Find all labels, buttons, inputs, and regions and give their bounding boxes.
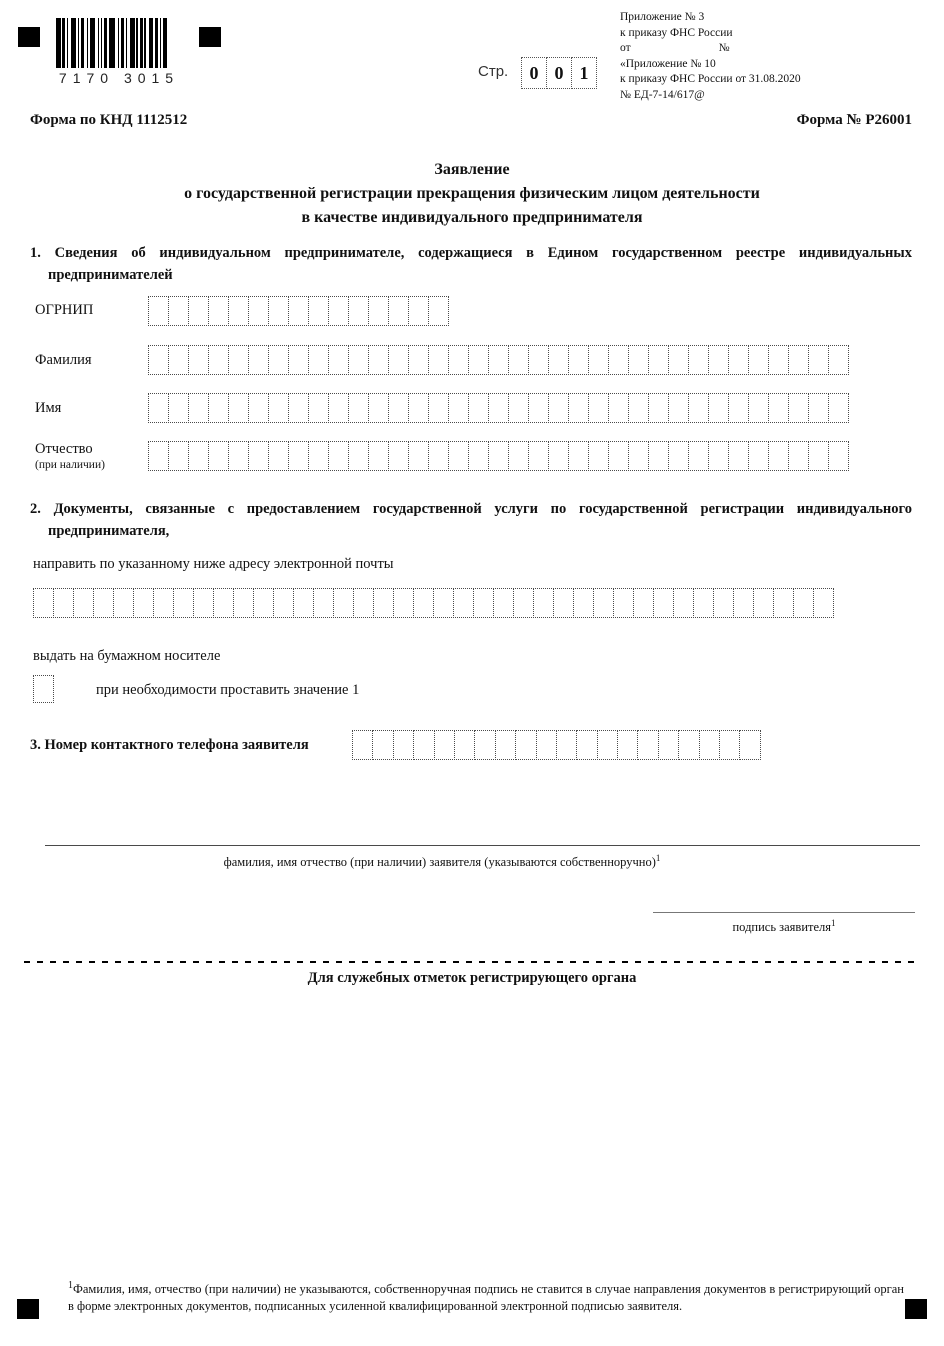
char-cell[interactable] — [428, 345, 449, 375]
footnote-ref: 1 — [655, 852, 661, 863]
char-cell[interactable] — [693, 588, 714, 618]
char-cell[interactable] — [748, 393, 769, 423]
char-cell[interactable] — [568, 345, 589, 375]
char-cell[interactable] — [313, 588, 334, 618]
barcode-icon — [56, 18, 182, 68]
char-cell[interactable] — [73, 588, 94, 618]
char-cell[interactable] — [148, 296, 169, 326]
char-cell[interactable] — [808, 441, 829, 471]
char-cell[interactable] — [495, 730, 516, 760]
char-cell[interactable] — [768, 393, 789, 423]
char-cell[interactable] — [153, 588, 174, 618]
char-cell[interactable] — [699, 730, 720, 760]
signature-caption-text: подпись заявителя — [732, 920, 832, 934]
char-cell[interactable] — [288, 393, 309, 423]
registration-mark-top-inner — [199, 27, 221, 47]
char-cell[interactable] — [273, 588, 294, 618]
char-cell[interactable] — [393, 588, 414, 618]
char-cell[interactable] — [388, 393, 409, 423]
appendix-line: «Приложение № 10 — [620, 57, 716, 70]
char-cell[interactable] — [208, 296, 229, 326]
char-cell[interactable] — [688, 393, 709, 423]
form-title — [0, 158, 944, 230]
barcode-gap — [167, 18, 170, 68]
char-cell[interactable] — [93, 588, 114, 618]
appendix-number-label: № — [718, 42, 730, 54]
char-cell[interactable] — [808, 345, 829, 375]
char-cell[interactable] — [608, 441, 629, 471]
char-cell[interactable] — [188, 345, 209, 375]
char-cell[interactable] — [488, 441, 509, 471]
char-cell[interactable] — [608, 345, 629, 375]
char-cell[interactable] — [388, 345, 409, 375]
char-cell[interactable] — [788, 441, 809, 471]
char-cell[interactable] — [573, 588, 594, 618]
char-cell[interactable] — [368, 296, 389, 326]
char-cell[interactable] — [708, 441, 729, 471]
form-title-line2: о государственной регистрации прекращения физическим лицом деятельности — [184, 185, 760, 202]
char-cell[interactable] — [493, 588, 514, 618]
barcode-number: 7170 3015 — [58, 70, 180, 86]
char-cell[interactable] — [173, 588, 194, 618]
char-cell[interactable] — [168, 393, 189, 423]
char-cell[interactable] — [468, 345, 489, 375]
char-cell[interactable] — [133, 588, 154, 618]
form-title-line3: в качестве индивидуального предпринимателя — [301, 209, 643, 226]
firstname-label: Имя — [35, 400, 62, 416]
registration-mark-bottom-right — [905, 1299, 927, 1319]
appendix-line: Приложение № 3 — [620, 11, 705, 23]
page-digit-cell: 0 — [546, 57, 572, 89]
phone-input[interactable] — [352, 730, 761, 760]
char-cell[interactable] — [658, 730, 679, 760]
char-cell[interactable] — [413, 588, 434, 618]
form-code-label: Форма № Р26001 — [796, 112, 912, 128]
patronymic-label: Отчество — [35, 441, 93, 457]
char-cell[interactable] — [673, 588, 694, 618]
char-cell[interactable] — [168, 296, 189, 326]
char-cell[interactable] — [653, 588, 674, 618]
surname-input[interactable] — [148, 345, 849, 375]
char-cell[interactable] — [548, 441, 569, 471]
char-cell[interactable] — [628, 393, 649, 423]
tear-off-dashed-line — [24, 961, 920, 963]
char-cell[interactable] — [473, 588, 494, 618]
patronymic-input[interactable] — [148, 441, 849, 471]
char-cell[interactable] — [328, 393, 349, 423]
char-cell[interactable] — [268, 345, 289, 375]
char-cell[interactable] — [828, 345, 849, 375]
char-cell[interactable] — [213, 588, 234, 618]
char-cell[interactable] — [288, 345, 309, 375]
appendix-line: № ЕД-7-14/617@ — [620, 88, 705, 101]
form-knd-label: Форма по КНД 1112512 — [30, 112, 188, 128]
char-cell[interactable] — [808, 393, 829, 423]
char-cell[interactable] — [454, 730, 475, 760]
char-cell[interactable] — [633, 588, 654, 618]
char-cell[interactable] — [308, 393, 329, 423]
char-cell[interactable] — [228, 296, 249, 326]
char-cell[interactable] — [248, 441, 269, 471]
char-cell[interactable] — [613, 588, 634, 618]
char-cell[interactable] — [648, 441, 669, 471]
char-cell[interactable] — [208, 345, 229, 375]
char-cell[interactable] — [528, 441, 549, 471]
char-cell[interactable] — [368, 393, 389, 423]
char-cell[interactable] — [448, 393, 469, 423]
char-cell[interactable] — [733, 588, 754, 618]
char-cell[interactable] — [828, 441, 849, 471]
footnote — [68, 1281, 904, 1314]
char-cell[interactable] — [428, 393, 449, 423]
appendix-from-line — [620, 41, 920, 57]
char-cell[interactable] — [593, 588, 614, 618]
char-cell[interactable] — [728, 345, 749, 375]
char-cell[interactable] — [688, 441, 709, 471]
char-cell[interactable] — [488, 345, 509, 375]
char-cell[interactable] — [372, 730, 393, 760]
char-cell[interactable] — [536, 730, 557, 760]
surname-label: Фамилия — [35, 352, 92, 368]
char-cell[interactable] — [348, 393, 369, 423]
char-cell[interactable] — [513, 588, 534, 618]
char-cell[interactable] — [188, 441, 209, 471]
char-cell[interactable] — [353, 588, 374, 618]
char-cell[interactable] — [668, 345, 689, 375]
applicant-name-caption — [0, 852, 884, 870]
char-cell[interactable] — [556, 730, 577, 760]
char-cell[interactable] — [568, 393, 589, 423]
char-cell[interactable] — [248, 393, 269, 423]
signature-caption — [653, 917, 915, 935]
char-cell[interactable] — [228, 345, 249, 375]
char-cell[interactable] — [228, 441, 249, 471]
char-cell[interactable] — [568, 441, 589, 471]
applicant-name-caption-text: фамилия, имя отчество (при наличии) заявителя (указываются собственноручно) — [223, 855, 656, 869]
char-cell[interactable] — [713, 588, 734, 618]
char-cell[interactable] — [768, 441, 789, 471]
checkbox-hint: при необходимости проставить значение 1 — [96, 682, 360, 698]
registration-mark-top-left — [18, 27, 40, 47]
char-cell[interactable] — [553, 588, 574, 618]
char-cell[interactable] — [728, 393, 749, 423]
char-cell[interactable] — [408, 296, 429, 326]
char-cell[interactable] — [468, 441, 489, 471]
char-cell[interactable] — [33, 588, 54, 618]
char-cell[interactable] — [515, 730, 536, 760]
char-cell[interactable] — [488, 393, 509, 423]
char-cell[interactable] — [688, 345, 709, 375]
page-digit-cell: 1 — [571, 57, 597, 89]
char-cell[interactable] — [548, 345, 569, 375]
char-cell[interactable] — [753, 588, 774, 618]
paper-option-checkbox[interactable] — [33, 675, 54, 703]
char-cell[interactable] — [333, 588, 354, 618]
char-cell[interactable] — [748, 441, 769, 471]
char-cell[interactable] — [413, 730, 434, 760]
char-cell[interactable] — [308, 441, 329, 471]
char-cell[interactable] — [793, 588, 814, 618]
char-cell[interactable] — [748, 345, 769, 375]
char-cell[interactable] — [668, 393, 689, 423]
char-cell[interactable] — [348, 345, 369, 375]
char-cell[interactable] — [768, 345, 789, 375]
appendix-from-label: от — [620, 42, 631, 54]
char-cell[interactable] — [288, 296, 309, 326]
char-cell[interactable] — [628, 345, 649, 375]
char-cell[interactable] — [508, 393, 529, 423]
char-cell[interactable] — [448, 441, 469, 471]
footnote-ref: 1 — [831, 917, 836, 928]
page-number-label: Стр. — [478, 63, 509, 80]
char-cell[interactable] — [576, 730, 597, 760]
patronymic-note: (при наличии) — [35, 459, 105, 471]
char-cell[interactable] — [373, 588, 394, 618]
service-marks-heading: Для служебных отметок регистрирующего органа — [307, 970, 637, 986]
char-cell[interactable] — [168, 345, 189, 375]
char-cell[interactable] — [348, 296, 369, 326]
char-cell[interactable] — [728, 441, 749, 471]
char-cell[interactable] — [148, 393, 169, 423]
char-cell[interactable] — [617, 730, 638, 760]
page-number-cells — [521, 57, 597, 89]
char-cell[interactable] — [428, 441, 449, 471]
registration-mark-bottom-left — [17, 1299, 39, 1319]
char-cell[interactable] — [773, 588, 794, 618]
char-cell[interactable] — [548, 393, 569, 423]
char-cell[interactable] — [528, 393, 549, 423]
email-option-label: направить по указанному ниже адресу электронной почты — [33, 556, 394, 572]
char-cell[interactable] — [268, 441, 289, 471]
char-cell[interactable] — [708, 345, 729, 375]
ogrnip-input[interactable] — [148, 296, 449, 326]
paper-option-label: выдать на бумажном носителе — [33, 648, 221, 664]
char-cell[interactable] — [268, 296, 289, 326]
char-cell[interactable] — [668, 441, 689, 471]
footnote-text: Фамилия, имя, отчество (при наличии) не указываются, собственноручная подпись не ставится в случае направления документов в регистрирующий орган в форме электронных документов, подписанных усиленной квалифицированной электронной подписью заявителя. — [68, 1282, 904, 1313]
char-cell[interactable] — [428, 296, 449, 326]
firstname-input[interactable] — [148, 393, 849, 423]
char-cell[interactable] — [53, 588, 74, 618]
section2-heading: 2. Документы, связанные с предоставлением государственной услуги по государственной регистрации индивидуального предпринимателя, — [30, 501, 912, 539]
char-cell[interactable] — [434, 730, 455, 760]
char-cell[interactable] — [628, 441, 649, 471]
char-cell[interactable] — [208, 393, 229, 423]
char-cell[interactable] — [368, 441, 389, 471]
char-cell[interactable] — [148, 345, 169, 375]
ogrnip-label: ОГРНИП — [35, 302, 94, 318]
char-cell[interactable] — [228, 393, 249, 423]
char-cell[interactable] — [474, 730, 495, 760]
char-cell[interactable] — [408, 441, 429, 471]
appendix-reference-block — [620, 10, 920, 103]
form-barcode — [56, 18, 182, 86]
char-cell[interactable] — [533, 588, 554, 618]
char-cell[interactable] — [828, 393, 849, 423]
char-cell[interactable] — [588, 345, 609, 375]
char-cell[interactable] — [388, 296, 409, 326]
char-cell[interactable] — [268, 393, 289, 423]
form-title-line1: Заявление — [434, 161, 510, 178]
char-cell[interactable] — [708, 393, 729, 423]
char-cell[interactable] — [408, 345, 429, 375]
char-cell[interactable] — [308, 345, 329, 375]
char-cell[interactable] — [788, 345, 809, 375]
char-cell[interactable] — [193, 588, 214, 618]
appendix-line: к приказу ФНС России — [620, 26, 733, 39]
page-digit-cell: 0 — [521, 57, 547, 89]
char-cell[interactable] — [233, 588, 254, 618]
char-cell[interactable] — [308, 296, 329, 326]
char-cell[interactable] — [348, 441, 369, 471]
char-cell[interactable] — [208, 441, 229, 471]
char-cell[interactable] — [288, 441, 309, 471]
char-cell[interactable] — [448, 345, 469, 375]
char-cell[interactable] — [508, 345, 529, 375]
char-cell[interactable] — [528, 345, 549, 375]
char-cell[interactable] — [393, 730, 414, 760]
signature-line[interactable] — [653, 912, 915, 913]
char-cell[interactable] — [468, 393, 489, 423]
char-cell[interactable] — [648, 393, 669, 423]
char-cell[interactable] — [433, 588, 454, 618]
char-cell[interactable] — [113, 588, 134, 618]
char-cell[interactable] — [328, 441, 349, 471]
char-cell[interactable] — [368, 345, 389, 375]
char-cell[interactable] — [453, 588, 474, 618]
char-cell[interactable] — [388, 441, 409, 471]
char-cell[interactable] — [328, 296, 349, 326]
char-cell[interactable] — [788, 393, 809, 423]
char-cell[interactable] — [637, 730, 658, 760]
char-cell[interactable] — [352, 730, 373, 760]
char-cell[interactable] — [597, 730, 618, 760]
footnote-number: 1 — [68, 1279, 73, 1291]
section1-heading: 1. Сведения об индивидуальном предпринимателе, содержащиеся в Едином государственном реестре индивидуальных предпринимателей — [30, 245, 912, 283]
email-input[interactable] — [33, 588, 834, 618]
char-cell[interactable] — [328, 345, 349, 375]
char-cell[interactable] — [678, 730, 699, 760]
char-cell[interactable] — [168, 441, 189, 471]
char-cell[interactable] — [188, 393, 209, 423]
char-cell[interactable] — [719, 730, 740, 760]
char-cell[interactable] — [508, 441, 529, 471]
char-cell[interactable] — [253, 588, 274, 618]
char-cell[interactable] — [588, 441, 609, 471]
appendix-line: к приказу ФНС России от 31.08.2020 — [620, 73, 801, 85]
char-cell[interactable] — [188, 296, 209, 326]
char-cell[interactable] — [648, 345, 669, 375]
char-cell[interactable] — [588, 393, 609, 423]
char-cell[interactable] — [148, 441, 169, 471]
char-cell[interactable] — [408, 393, 429, 423]
char-cell[interactable] — [293, 588, 314, 618]
char-cell[interactable] — [248, 296, 269, 326]
char-cell[interactable] — [813, 588, 834, 618]
section3-heading: 3. Номер контактного телефона заявителя — [30, 737, 309, 753]
char-cell[interactable] — [739, 730, 760, 760]
applicant-name-signature-line[interactable] — [45, 845, 920, 846]
char-cell[interactable] — [248, 345, 269, 375]
char-cell[interactable] — [608, 393, 629, 423]
